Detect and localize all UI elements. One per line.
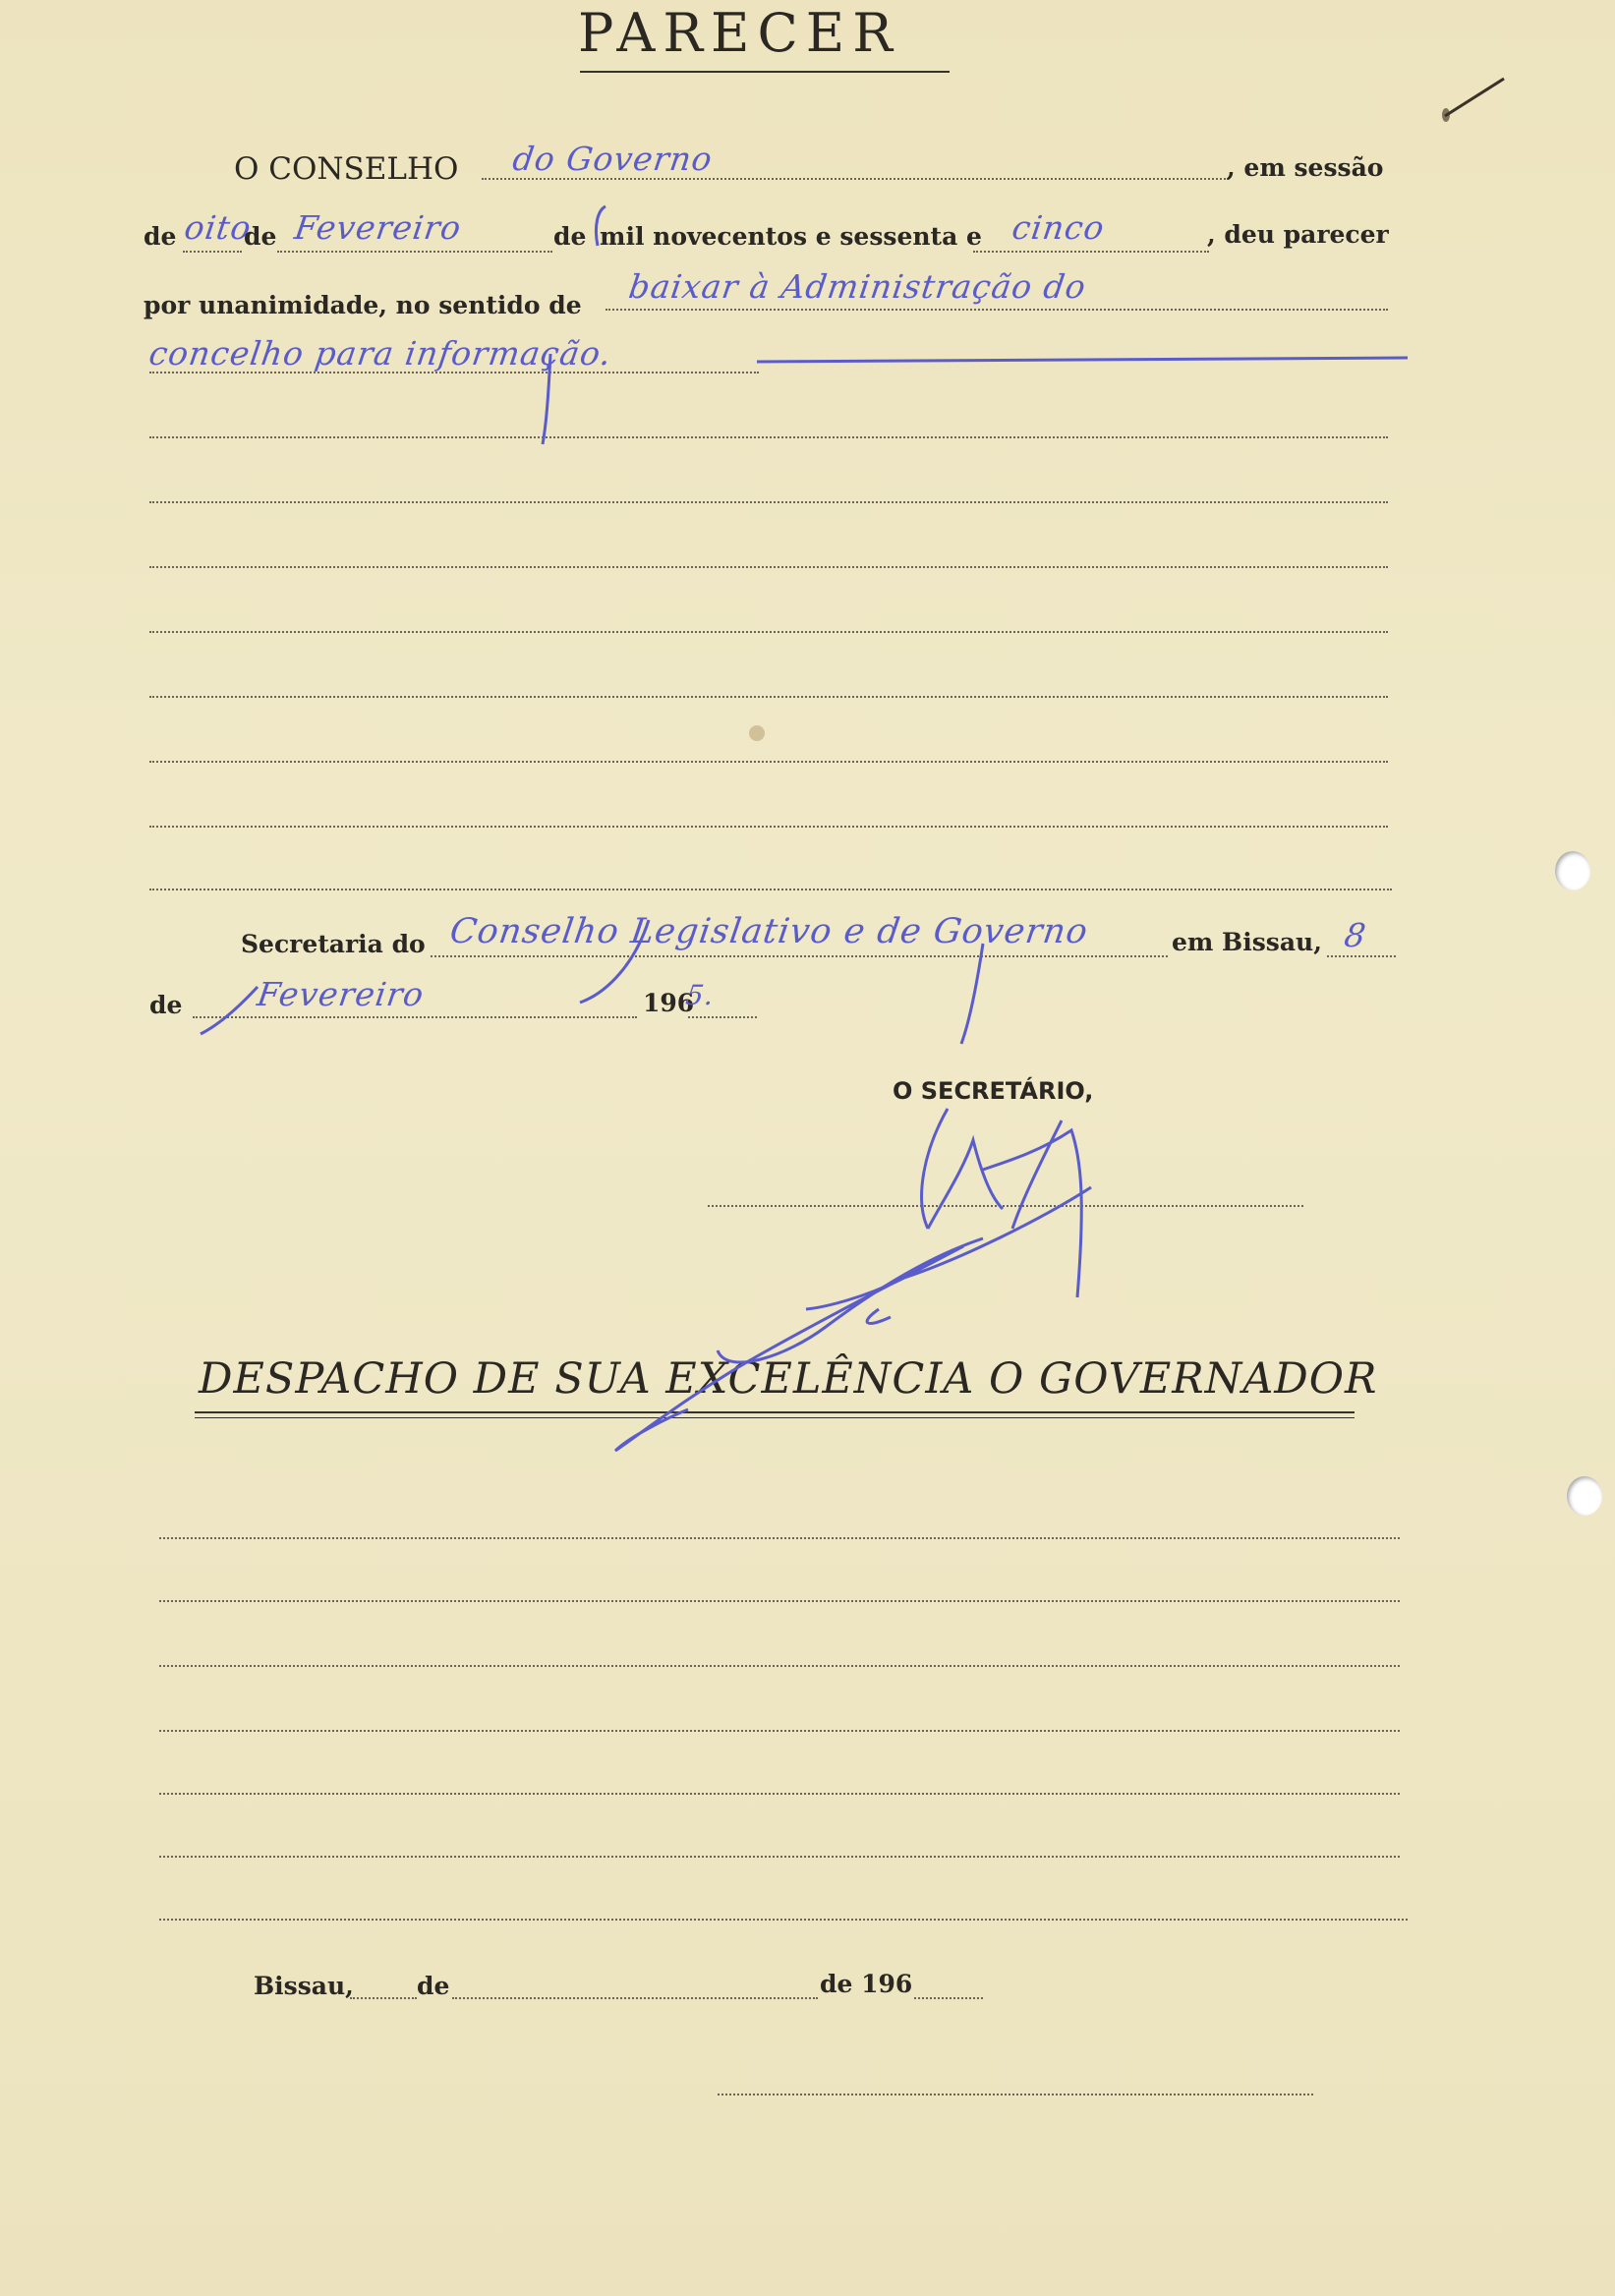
pen-stroke <box>580 920 649 1003</box>
unanimidade-text: por unanimidade, no sentido de <box>144 291 582 319</box>
de-text: de <box>149 991 183 1019</box>
de-text: de <box>553 222 587 251</box>
sentido-value-1: baixar à Administração do <box>626 267 1089 306</box>
day-value: oito <box>182 208 255 247</box>
em-sessao-text: , em sessão <box>1227 153 1384 182</box>
secretary-signature <box>615 1109 1091 1451</box>
secretario-label: O SECRETÁRIO, <box>893 1077 1094 1105</box>
pen-stroke <box>201 987 258 1034</box>
conselho-label: O CONSELHO <box>234 151 459 187</box>
pen-mark <box>1445 79 1504 116</box>
secretaria-day-value: 8 <box>1342 916 1369 954</box>
conselho-value: do Governo <box>510 140 716 178</box>
pen-underline <box>757 358 1408 362</box>
year-hand-value: 5. <box>683 979 718 1011</box>
bissau-text: Bissau, <box>254 1972 354 2000</box>
de-196-text: de 196 <box>820 1970 913 1998</box>
pen-stroke <box>543 354 550 444</box>
mil-text: mil novecentos e sessenta e <box>600 222 982 251</box>
de-text: de <box>417 1972 450 2000</box>
em-bissau-text: em Bissau, <box>1172 928 1322 956</box>
year-print: 196 <box>643 989 695 1017</box>
parecer-title: PARECER <box>578 2 900 64</box>
month-value: Fevereiro <box>292 208 465 247</box>
secretaria-value: Conselho Legislativo e de Governo <box>447 912 1091 951</box>
de-text: de <box>244 222 277 251</box>
secretaria-month-value: Fevereiro <box>255 975 428 1013</box>
pen-stroke <box>961 944 983 1044</box>
year-value: cinco <box>1009 208 1108 247</box>
despacho-title: DESPACHO DE SUA EXCELÊNCIA O GOVERNADOR <box>199 1354 1378 1404</box>
sentido-value-2: concelho para informação. <box>146 334 614 373</box>
deu-parecer-text: , deu parecer <box>1207 220 1389 249</box>
secretaria-label: Secretaria do <box>241 930 426 958</box>
de-text: de <box>144 222 177 251</box>
pen-stroke <box>596 206 606 246</box>
